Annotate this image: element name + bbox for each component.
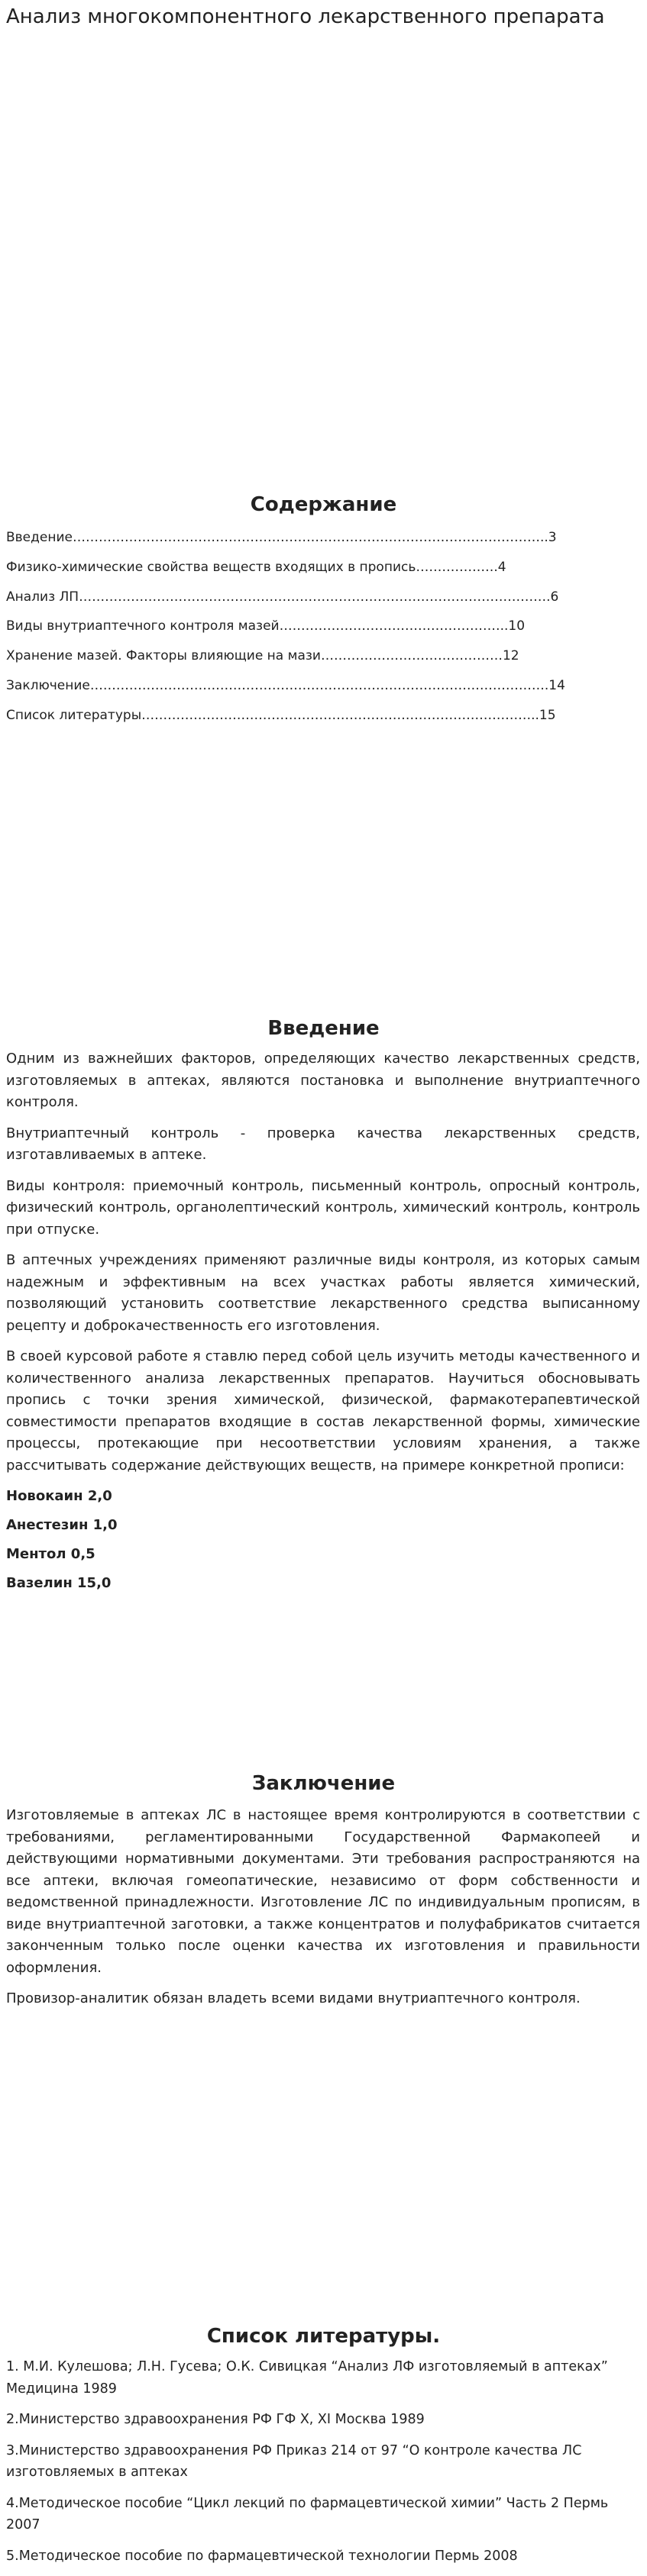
toc-item: Список литературы………………………………………………………………………………..15 [6, 707, 556, 723]
conclusion-heading: Заключение [251, 1772, 396, 1795]
intro-paragraph: В своей курсовой работе я ставлю перед собой цель изучить методы качественного и количественного анализа лекарственных препаратов. Научиться обосновывать пропись с точки зрения химической, физической, фармакотерапевтической совместимости препаратов входящие в состав лекарственной формы, химические процессы, протекающие при несоответствии условиям хранения, а также рассчитывать содержание действующих веществ, на примере конкретной прописи: [6, 1348, 640, 1474]
toc-heading: Содержание [250, 493, 397, 516]
prescription-line: Ментол 0,5 [6, 1546, 95, 1562]
reference-item: 4.Методическое пособие “Цикл лекций по фармацевтической химии” Часть 2 Пермь 2007 [6, 2495, 609, 2532]
page-title: Анализ многокомпонентного лекарственного препарата [6, 5, 605, 28]
toc-item: Введение………………………………………………………………………………………………..3 [6, 530, 557, 545]
intro-heading: Введение [267, 1017, 380, 1040]
toc-item: Хранение мазей. Факторы влияющие на мази……………………………………12 [6, 648, 519, 664]
intro-paragraph: Одним из важнейших факторов, определяющих качество лекарственных средств, изготовляемых в аптеках, являются постановка и выполнение внутриаптечного контроля. [6, 1051, 640, 1110]
prescription-line: Вазелин 15,0 [6, 1575, 112, 1591]
intro-paragraph: Внутриаптечный контроль - проверка качества лекарственных средств, изготавливаемых в аптеке. [6, 1125, 640, 1163]
reference-item: 2.Министерство здравоохранения РФ ГФ X, XI Москва 1989 [6, 2412, 425, 2427]
conclusion-paragraph: Провизор-аналитик обязан владеть всеми видами внутриаптечного контроля. [6, 1990, 581, 2006]
reference-item: 5.Методическое пособие по фармацевтической технологии Пермь 2008 [6, 2548, 518, 2564]
prescription-line: Новокаин 2,0 [6, 1488, 112, 1504]
intro-paragraph: В аптечных учреждениях применяют различные виды контроля, из которых самым надежным и эффективным на всех участках работы является химический, позволяющий установить соответствие лекарственного средства выписанному рецепту и доброкачественность его изготовления. [6, 1252, 640, 1334]
intro-section [6, 1048, 640, 1602]
prescription-line: Анестезин 1,0 [6, 1517, 118, 1533]
toc-item: Заключение…………………………………………………………………………………………….14 [6, 677, 565, 693]
references-section [6, 2356, 640, 2576]
table-of-contents [6, 523, 640, 731]
reference-item: 1. М.И. Кулешова; Л.Н. Гусева; О.К. Сивицкая “Анализ ЛФ изготовляемый в аптеках” Медицина 1989 [6, 2359, 608, 2397]
toc-item: Виды внутриаптечного контроля мазей……………………………………………..10 [6, 618, 526, 634]
conclusion-paragraph: Изготовляемые в аптеках ЛС в настоящее время контролируются в соответствии с требованиями, регламентированными Государственной Фармакопеей и действующими нормативными документами. Эти требования распространяются на все аптеки, включая гомеопатические, независимо от форм собственности и ведомственной принадлежности. Изготовление ЛС по индивидуальным прописям, в виде внутриаптечной заготовки, а также концентратов и полуфабрикатов считается законченным только после оценки качества их изготовления и правильности оформления. [6, 1807, 640, 1976]
reference-item: 3.Министерство здравоохранения РФ Приказ 214 от 97 “О контроле качества ЛС изготовляемых в аптеках [6, 2442, 582, 2480]
conclusion-section [6, 1805, 640, 2019]
references-heading: Список литературы. [206, 2325, 441, 2348]
toc-item: Анализ ЛП……………………………………………………………………………………………….6 [6, 589, 559, 605]
intro-paragraph: Виды контроля: приемочный контроль, письменный контроль, опросный контроль, физический контроль, органолептический контроль, химический контроль, контроль при отпуске. [6, 1177, 640, 1238]
toc-item: Физико-химические свойства веществ входящих в пропись……………….4 [6, 559, 506, 575]
